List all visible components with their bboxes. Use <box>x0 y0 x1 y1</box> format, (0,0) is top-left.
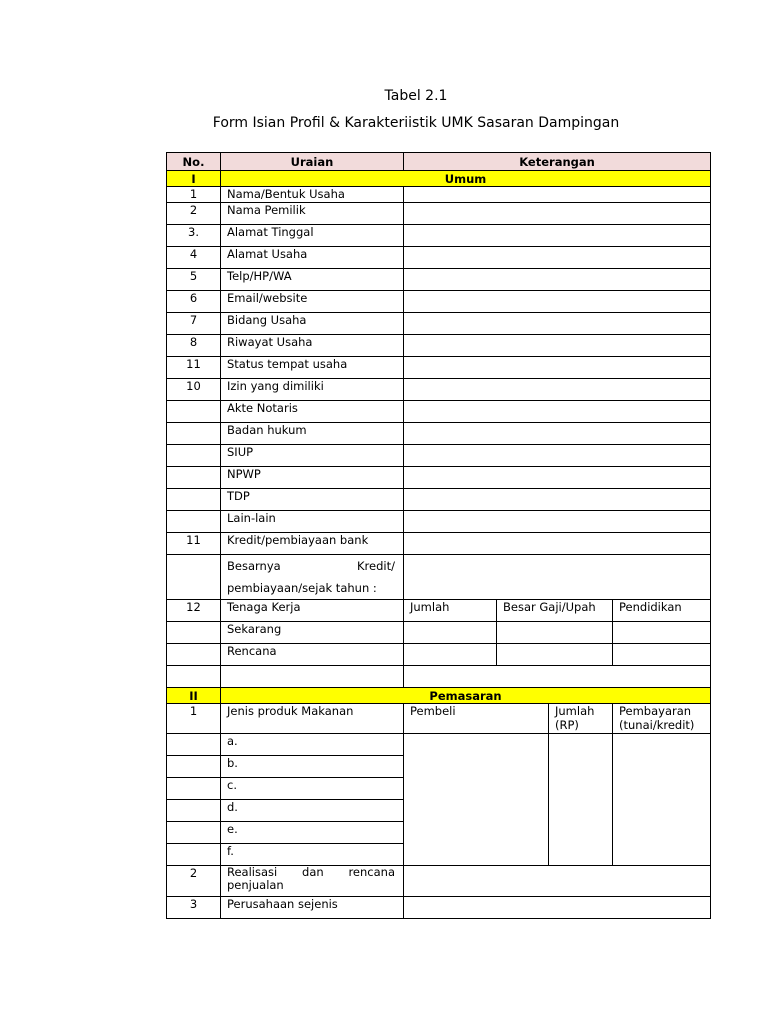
row-label: Kredit/pembiayaan bank <box>221 533 404 555</box>
label-word: Realisasi <box>227 865 278 879</box>
row-no <box>167 756 221 778</box>
value-cell[interactable] <box>404 644 497 666</box>
row-no <box>167 622 221 644</box>
value-cell[interactable] <box>404 225 711 247</box>
row-no <box>167 511 221 533</box>
row-label: Status tempat usaha <box>221 357 404 379</box>
section-label: Umum <box>221 171 711 187</box>
row-no <box>167 401 221 423</box>
row-no: 2 <box>167 203 221 225</box>
value-cell[interactable] <box>404 379 711 401</box>
value-cell[interactable] <box>404 357 711 379</box>
row-label: Izin yang dimiliki <box>221 379 404 401</box>
value-cell[interactable] <box>404 423 711 445</box>
value-cell[interactable] <box>404 247 711 269</box>
row-label-besarnya <box>221 555 404 600</box>
value-cell[interactable] <box>404 203 711 225</box>
header-keterangan: Keterangan <box>404 153 711 171</box>
product-item: d. <box>221 800 404 822</box>
label-word: Besarnya <box>227 559 281 573</box>
row-no: 1 <box>167 704 221 734</box>
product-item: b. <box>221 756 404 778</box>
label-word: rencana <box>348 865 395 879</box>
row-label: NPWP <box>221 467 404 489</box>
row-label: Bidang Usaha <box>221 313 404 335</box>
value-cell[interactable] <box>404 291 711 313</box>
value-cell[interactable] <box>404 533 711 555</box>
row-label: SIUP <box>221 445 404 467</box>
value-cell[interactable] <box>404 511 711 533</box>
value-cell[interactable] <box>404 445 711 467</box>
value-cell[interactable] <box>404 187 711 203</box>
table-number: Tabel 2.1 <box>384 88 448 104</box>
row-no: 8 <box>167 335 221 357</box>
row-no: 7 <box>167 313 221 335</box>
value-cell[interactable] <box>613 734 711 866</box>
row-no <box>167 844 221 866</box>
value-cell[interactable] <box>404 467 711 489</box>
row-no <box>167 555 221 600</box>
product-item: f. <box>221 844 404 866</box>
value-cell[interactable] <box>613 622 711 644</box>
product-item: c. <box>221 778 404 800</box>
row-no: 10 <box>167 379 221 401</box>
section-no: I <box>167 171 221 187</box>
label-word: dan <box>302 865 324 879</box>
section-label: Pemasaran <box>221 688 711 704</box>
row-label: Nama Pemilik <box>221 203 404 225</box>
row-label: Tenaga Kerja <box>221 600 404 622</box>
row-no: 3 <box>167 897 221 919</box>
row-label: Rencana <box>221 644 404 666</box>
value-cell[interactable] <box>404 313 711 335</box>
col-jumlah: Jumlah <box>404 600 497 622</box>
row-label: Jenis produk Makanan <box>221 704 404 734</box>
value-cell[interactable] <box>404 555 711 600</box>
value-cell[interactable] <box>404 489 711 511</box>
col-pembeli: Pembeli <box>404 704 549 734</box>
col-jumlah-rp: Jumlah (RP) <box>549 704 613 734</box>
col-gaji: Besar Gaji/Upah <box>497 600 613 622</box>
row-label: Perusahaan sejenis <box>221 897 404 919</box>
row-label: Alamat Usaha <box>221 247 404 269</box>
value-cell[interactable] <box>404 866 711 897</box>
row-no <box>167 489 221 511</box>
row-label: TDP <box>221 489 404 511</box>
value-cell[interactable] <box>404 622 497 644</box>
row-no: 12 <box>167 600 221 622</box>
row-no: 11 <box>167 533 221 555</box>
label-line: pembiayaan/sejak tahun : <box>227 581 377 595</box>
value-cell[interactable] <box>404 897 711 919</box>
row-no: 6 <box>167 291 221 313</box>
row-no: 11 <box>167 357 221 379</box>
profile-form-table <box>166 152 711 919</box>
header-no: No. <box>167 153 221 171</box>
section-row <box>167 171 711 187</box>
row-label: Lain-lain <box>221 511 404 533</box>
row-no <box>167 778 221 800</box>
row-label: Riwayat Usaha <box>221 335 404 357</box>
value-cell[interactable] <box>497 644 613 666</box>
value-cell[interactable] <box>497 622 613 644</box>
value-cell[interactable] <box>404 269 711 291</box>
value-cell[interactable] <box>404 734 549 866</box>
col-pendidikan: Pendidikan <box>613 600 711 622</box>
row-no <box>167 822 221 844</box>
row-label: Nama/Bentuk Usaha <box>221 187 404 203</box>
value-cell[interactable] <box>404 401 711 423</box>
row-label: Akte Notaris <box>221 401 404 423</box>
label-line: penjualan <box>227 878 284 892</box>
row-no: 5 <box>167 269 221 291</box>
row-no: 4 <box>167 247 221 269</box>
value-cell[interactable] <box>404 335 711 357</box>
spacer-cell <box>167 666 221 688</box>
row-label: Email/website <box>221 291 404 313</box>
spacer-cell <box>404 666 711 688</box>
section-no: II <box>167 688 221 704</box>
row-no: 2 <box>167 866 221 897</box>
row-label: Alamat Tinggal <box>221 225 404 247</box>
value-cell[interactable] <box>613 644 711 666</box>
row-no: 1 <box>167 187 221 203</box>
row-no <box>167 644 221 666</box>
spacer-cell <box>221 666 404 688</box>
label-word: Kredit/ <box>357 559 395 573</box>
form-title: Form Isian Profil & Karakteriistik UMK Sasaran Dampingan <box>212 115 620 131</box>
row-no <box>167 467 221 489</box>
row-no <box>167 445 221 467</box>
row-no <box>167 734 221 756</box>
product-item: e. <box>221 822 404 844</box>
row-label-realisasi <box>221 866 404 897</box>
product-item: a. <box>221 734 404 756</box>
section-row <box>167 688 711 704</box>
value-cell[interactable] <box>549 734 613 866</box>
row-label: Sekarang <box>221 622 404 644</box>
row-label: Telp/HP/WA <box>221 269 404 291</box>
col-pembayaran: Pembayaran (tunai/kredit) <box>613 704 711 734</box>
row-no <box>167 800 221 822</box>
row-no: 3. <box>167 225 221 247</box>
table-header <box>167 153 711 171</box>
row-label: Badan hukum <box>221 423 404 445</box>
row-no <box>167 423 221 445</box>
header-uraian: Uraian <box>221 153 404 171</box>
